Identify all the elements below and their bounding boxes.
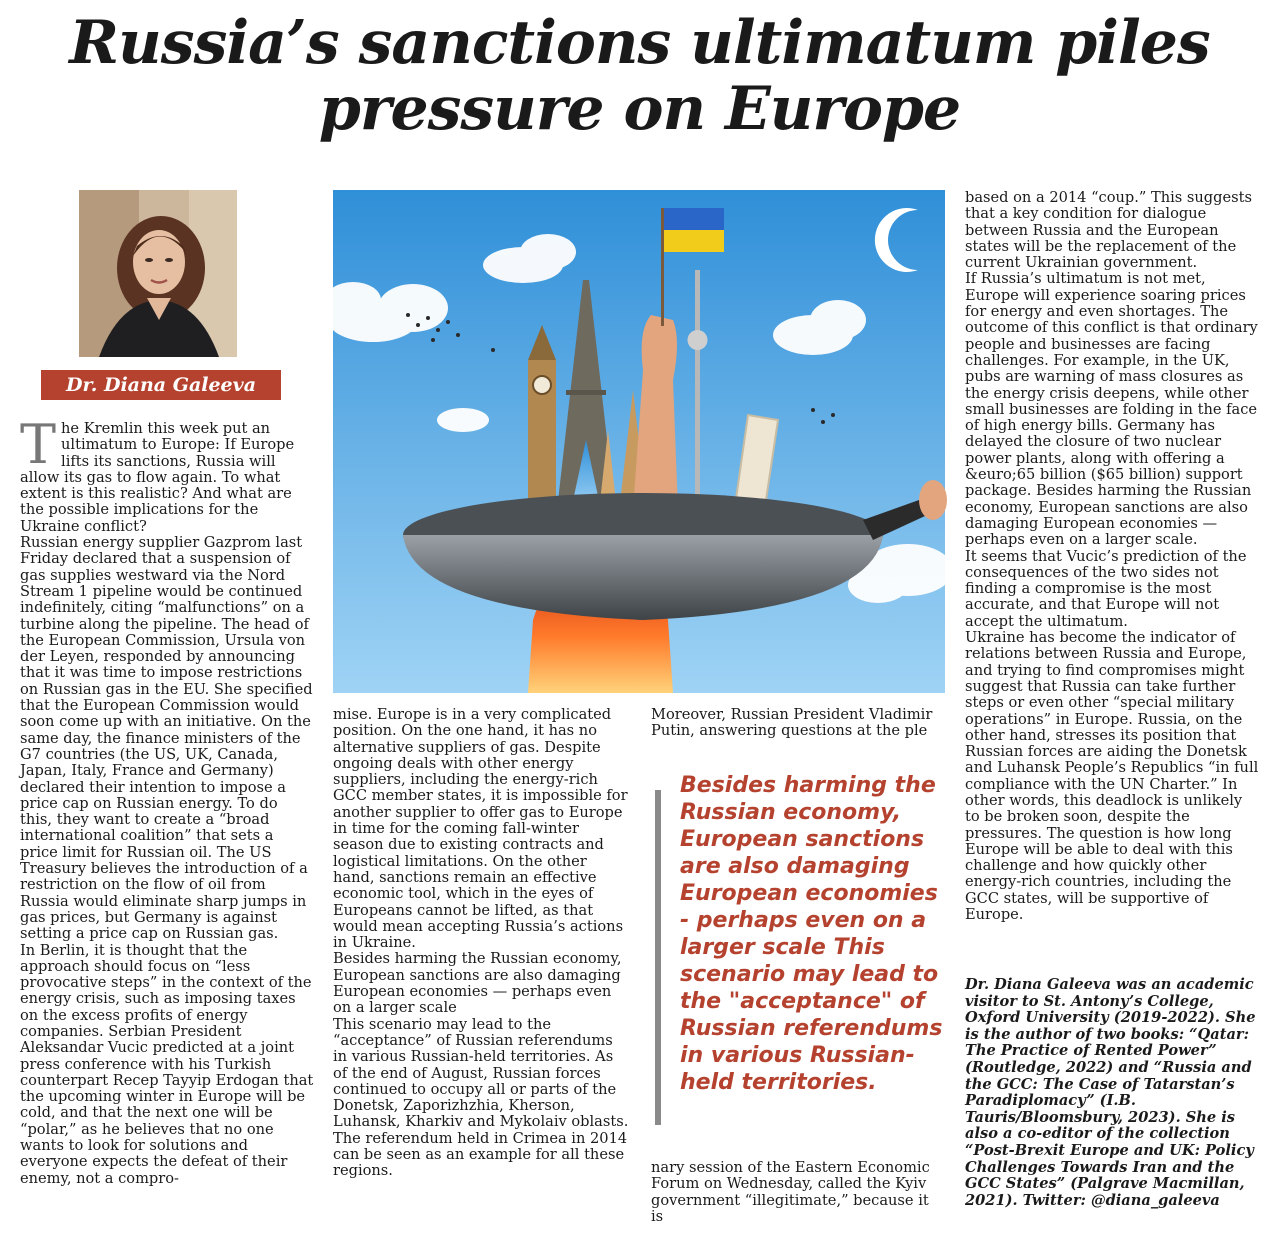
article-column-1 — [20, 413, 314, 1231]
author-byline: Dr. Diana Galeeva — [41, 370, 281, 400]
paragraph: nary session of the Eastern Economic Forum on Wednesday, called the Kyiv government “illegitimate,” because it is — [651, 1159, 930, 1225]
pull-quote — [655, 773, 945, 1130]
article-column-3-top — [651, 707, 944, 743]
article-column-3-bottom — [651, 1159, 944, 1225]
paragraph: Ukraine has become the indicator of relations between Russia and Europe, and trying to find compromises might suggest that Russia can take further steps or even other “special military operations” in Europe. Russia, on the other hand, stresses its position that Russian forces are aiding the Donetsk and Luhansk People’s Republics “in full compliance with the UN Charter.” In other words, this deadlock is unlikely to be broken soon, despite the pressures. The question is how long Europe will be able to deal with this challenge and how quickly other energy-rich countries, including the GCC states, will be supportive of Europe. — [965, 629, 1259, 924]
paragraph: based on a 2014 “coup.” This suggests that a key condition for dialogue between Russia and the European states will be the replacement of the current Ukrainian government. — [965, 189, 1252, 272]
paragraph: mise. Europe is in a very complicated position. On the one hand, it has no alternative suppliers of gas. Despite ongoing deals with other energy suppliers, including the energy-rich GCC member states, it is impossible for another supplier to offer gas to Europe in time for the coming fall-winter season due to existing contracts and logistical limitations. On the other hand, sanctions remain an effective economic tool, which in the eyes of Europeans cannot be lifted, as that would mean accepting Russia’s actions in Ukraine. — [333, 706, 628, 952]
author-bio: Dr. Diana Galeeva was an academic visitor to St. Antony’s College, Oxford University (2019-2022). She is the author of two books: “Qatar: The Practice of Rented Power” (Routledge, 2022) and “Russia and the GCC: The Case of Tatarstan’s Paradiplomacy” (I.B. Tauris/Bloomsbury, 2023). She is also a co-editor of the collection “Post-Brexit Europe and UK: Policy Challenges Towards Iran and the GCC States” (Palgrave Macmillan, 2021). Twitter: @diana_galeeva — [965, 976, 1256, 1209]
paragraph: This scenario may lead to the “acceptance” of Russian referendums in various Russian-held territories. As of the end of August, Russian forces continued to occupy all or parts of the Donetsk, Zaporizhzhia, Kherson, Luhansk, Kharkiv and Mykolaiv oblasts. The referendum held in Crimea in 2014 can be seen as an example for all these regions. — [333, 1015, 629, 1180]
paragraph: Besides harming the Russian economy, European sanctions are also damaging European economies — perhaps even on a larger scale — [333, 950, 622, 1017]
paragraph: It seems that Vucic’s prediction of the consequences of the two sides not finding a compromise is the most accurate, and that Europe will not accept the ultimatum. — [965, 547, 1247, 630]
paragraph: If Russia’s ultimatum is not met, Europe will experience soaring prices for energy and even shortages. The outcome of this conflict is that ordinary people and businesses are facing challenges. For example, in the UK, pubs are warning of mass closures as the energy crisis deepens, while other small businesses are folding in the face of high energy bills. Germany has delayed the closure of two nuclear power plants, along with offering a &euro;65 billion ($65 billion) support package. Besides harming the Russian economy, European sanctions are also damaging European economies — perhaps even on a larger scale. — [965, 270, 1258, 549]
author-photo — [79, 190, 237, 357]
headline: Russia’s sanctions ultimatum piles pressure on Europe — [69, 8, 1210, 144]
paragraph: In Berlin, it is thought that the approach should focus on “less provocative steps” in the context of the energy crisis, such as imposing taxes on the excess profits of energy companies. Serbian President Aleksandar Vucic predicted at a joint press conference with his Turkish counterpart Recep Tayyip Erdogan that the upcoming winter in Europe will be cold, and that the next one will be “polar,” as he believes that no one wants to look for solutions and everyone expects the defeat of their enemy, not a compro- — [20, 941, 314, 1187]
article-illustration — [333, 190, 945, 693]
drop-cap: T — [20, 413, 57, 476]
pull-quote-text: Besides harming the Russian economy, European sanctions are also damaging European economies - perhaps even on a larger scale This scenario may lead to the "acceptance" of Russian referendums in various Russian-held territories. — [680, 773, 943, 1095]
paragraph: he Kremlin this week put an ultimatum to Europe: If Europe lifts its sanctions, Russia will allow its gas to flow again. To what extent is this realistic? And what are the possible implications for the Ukraine conflict? — [20, 420, 295, 535]
paragraph: Russian energy supplier Gazprom last Friday declared that a suspension of gas supplies westward via the Nord Stream 1 pipeline would be continued indefinitely, citing “malfunctions” on a turbine along the pipeline. The head of the European Commission, Ursula von der Leyen, responded by announcing that it was time to impose restrictions on Russian gas in the EU. She specified that the European Commission would soon come up with an initiative. On the same day, the finance ministers of the G7 countries (the US, UK, Canada, Japan, Italy, France and Germany) declared their intention to impose a price cap on Russian energy. To do this, they want to create a “broad international coalition” that sets a price limit for Russian oil. The US Treasury believes the introduction of a restriction on the flow of oil from Russia would eliminate sharp jumps in gas prices, but Germany is against setting a price cap on Russian gas. — [20, 534, 313, 943]
pull-quote-bar — [655, 790, 661, 1125]
paragraph: Moreover, Russian President Vladimir Putin, answering questions at the ple — [651, 706, 933, 740]
article-column-2 — [333, 707, 630, 1217]
article-column-4 — [965, 190, 1259, 970]
